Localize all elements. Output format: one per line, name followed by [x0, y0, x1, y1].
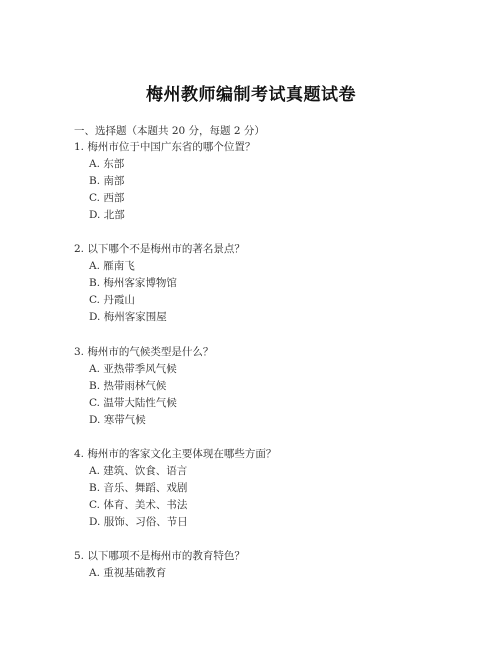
question-2-option-d: D. 梅州客家围屋 [89, 311, 167, 323]
question-3-option-b: B. 热带雨林气候 [89, 380, 167, 392]
question-2-stem: 2. 以下哪个不是梅州市的著名景点？ [74, 243, 245, 255]
question-4-option-b: B. 音乐、舞蹈、戏剧 [89, 482, 188, 494]
question-5-option-a: A. 重视基础教育 [89, 567, 167, 579]
question-1-option-c: C. 西部 [89, 192, 125, 204]
question-4-option-d: D. 服饰、习俗、节日 [89, 516, 188, 528]
question-2-option-c: C. 丹霞山 [89, 294, 135, 306]
question-2-option-a: A. 雁南飞 [89, 260, 135, 272]
question-1-stem: 1. 梅州市位于中国广东省的哪个位置？ [74, 141, 256, 153]
question-5-stem: 5. 以下哪项不是梅州市的教育特色？ [74, 550, 245, 562]
question-4-option-c: C. 体育、美术、书法 [89, 499, 188, 511]
question-4-option-a: A. 建筑、饮食、语言 [89, 465, 188, 477]
document-title: 梅州教师编制考试真题试卷 [146, 85, 356, 105]
question-3-option-c: C. 温带大陆性气候 [89, 397, 177, 409]
section-heading: 一、选择题（本题共 20 分，每题 2 分） [74, 125, 265, 137]
question-1-option-d: D. 北部 [89, 209, 125, 221]
question-3-option-a: A. 亚热带季风气候 [89, 363, 177, 375]
question-3-stem: 3. 梅州市的气候类型是什么？ [74, 346, 214, 358]
question-3-option-d: D. 寒带气候 [89, 414, 146, 426]
question-2-option-b: B. 梅州客家博物馆 [89, 277, 177, 289]
question-1-option-b: B. 南部 [89, 175, 125, 187]
question-4-stem: 4. 梅州市的客家文化主要体现在哪些方面？ [74, 448, 277, 460]
question-1-option-a: A. 东部 [89, 158, 125, 170]
